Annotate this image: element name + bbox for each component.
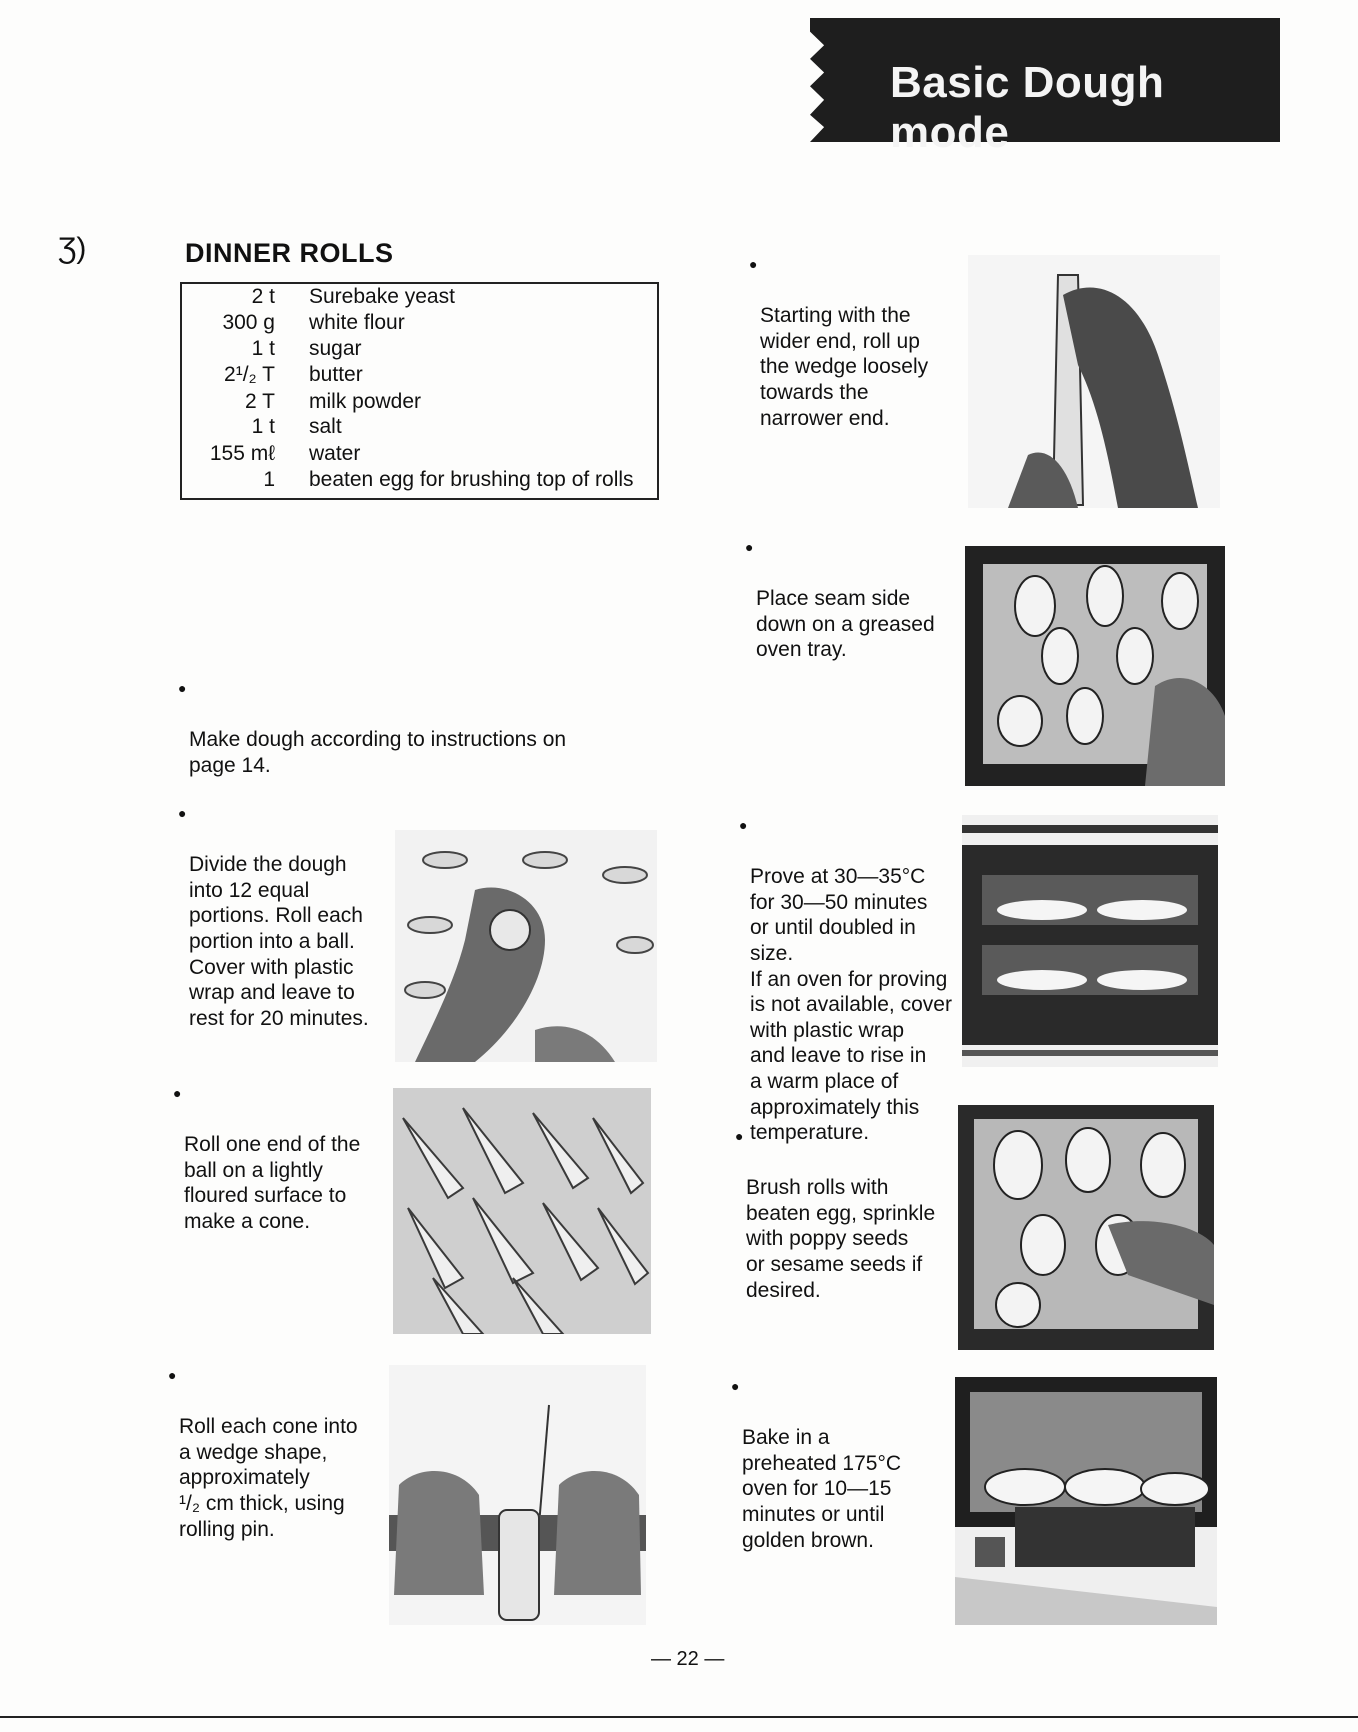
photo-dough-balls <box>395 830 657 1062</box>
ingredient-row <box>182 390 657 416</box>
step-text: Roll one end of the ball on a lightly floured surface to make a cone. <box>184 1133 361 1233</box>
ingredient-name: Surebake yeast <box>309 285 455 308</box>
ingredient-qty: 155 mℓ <box>209 442 275 465</box>
ingredient-qty: 300 g <box>222 311 275 334</box>
photo-baking-oven <box>955 1377 1217 1625</box>
ingredient-row <box>182 415 657 441</box>
recipe-title: DINNER ROLLS <box>185 238 394 268</box>
step-text: Place seam side down on a greased oven tray. <box>756 587 935 662</box>
bullet-icon: ● <box>178 680 187 696</box>
ingredient-name: salt <box>309 415 342 438</box>
photo-rolling-pin <box>389 1365 646 1625</box>
ingredient-qty: 1 t <box>251 415 275 438</box>
step-text: Roll each cone into a wedge shape, approximately ¹/₂ cm thick, using rolling pin. <box>179 1415 358 1541</box>
ingredient-row <box>182 363 657 389</box>
bullet-icon: ● <box>749 256 758 272</box>
ingredient-qty: 2¹/₂ T <box>224 363 275 386</box>
ingredient-name: beaten egg for brushing top of rolls <box>309 468 634 491</box>
step-text: Divide the dough into 12 equal portions. Roll each portion into a ball. Cover with plastic wrap and leave to rest for 20 minutes. <box>189 853 369 1030</box>
step-divide <box>178 801 369 1031</box>
ingredient-name: sugar <box>309 337 362 360</box>
bullet-icon: ● <box>745 539 754 555</box>
ingredient-row <box>182 285 657 311</box>
ingredient-name: white flour <box>309 311 405 334</box>
ingredient-name: butter <box>309 363 363 386</box>
ingredient-row <box>182 442 657 468</box>
bottom-rule <box>0 1716 1358 1718</box>
bullet-icon: ● <box>178 805 187 821</box>
banner-title: Basic Dough mode <box>890 58 1165 157</box>
photo-proving-oven <box>962 815 1218 1067</box>
step-text: Prove at 30—35°C for 30—50 minutes or until doubled in size. If an oven for proving is not available, cover with plastic wrap and leave to rise in a warm place of approximately this temperature. <box>750 865 952 1145</box>
ingredient-name: water <box>309 442 361 465</box>
photo-tray <box>965 546 1225 786</box>
step-place <box>745 535 935 663</box>
ingredient-name: milk powder <box>309 390 422 413</box>
step-roll-end <box>173 1081 361 1235</box>
step-bake <box>731 1374 902 1553</box>
bullet-icon: ● <box>168 1367 177 1383</box>
step-text: Bake in a preheated 175°C oven for 10—15 minutes or until golden brown. <box>742 1426 902 1552</box>
bullet-icon: ● <box>173 1085 182 1101</box>
ingredients-table <box>180 282 659 500</box>
bullet-icon: ● <box>731 1378 740 1394</box>
step-brush <box>735 1124 936 1303</box>
step-roll-cone <box>168 1363 358 1542</box>
step-starting <box>749 252 929 431</box>
step-make-dough <box>178 676 567 778</box>
step-text: Starting with the wider end, roll up the wedge loosely towards the narrower end. <box>760 304 929 430</box>
photo-cones <box>393 1088 651 1334</box>
ingredient-qty: 2 T <box>245 390 275 413</box>
page-number: — 22 — <box>651 1648 725 1670</box>
bullet-icon: ● <box>739 817 748 833</box>
ingredient-qty: 1 <box>263 468 275 491</box>
ingredient-row <box>182 311 657 337</box>
step-text: Make dough according to instructions on page 14. <box>189 728 567 777</box>
photo-rolling-wedge <box>968 255 1220 508</box>
ingredient-qty: 1 t <box>251 337 275 360</box>
ingredient-row <box>182 468 657 494</box>
step-prove <box>739 813 952 1146</box>
photo-brushing <box>958 1105 1214 1350</box>
ingredient-qty: 2 t <box>251 285 275 308</box>
ingredient-row <box>182 337 657 363</box>
binding-mark: Ʒ) <box>58 232 87 265</box>
step-text: Brush rolls with beaten egg, sprinkle with poppy seeds or sesame seeds if desired. <box>746 1176 936 1302</box>
bullet-icon: ● <box>735 1128 744 1144</box>
